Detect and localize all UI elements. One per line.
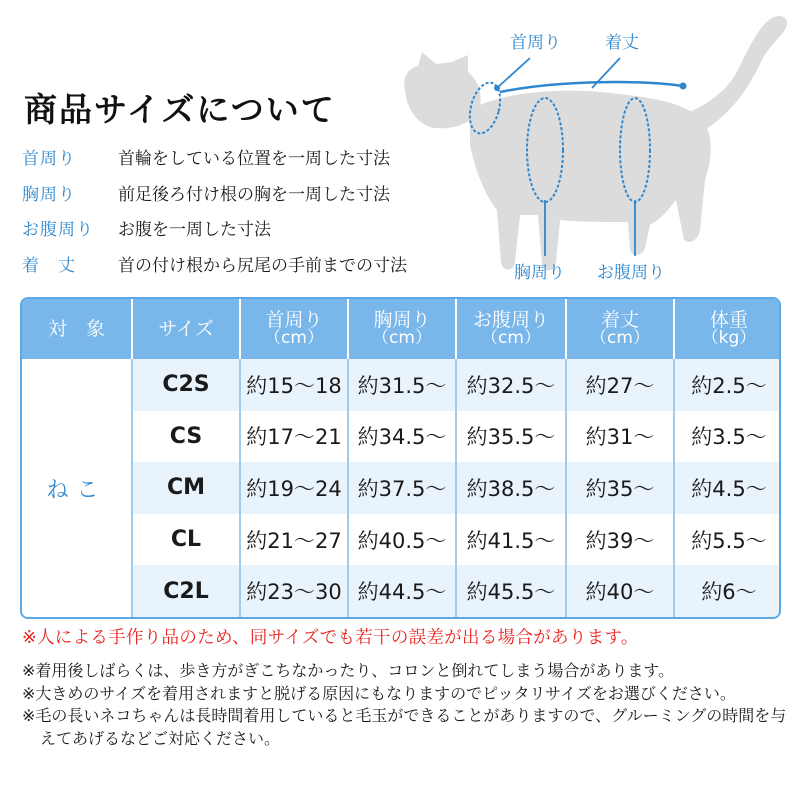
length-cell: 約35〜 <box>566 462 674 514</box>
chest-cell: 約40.5〜 <box>348 514 456 566</box>
size-cell: CS <box>132 411 240 463</box>
table-row <box>22 514 781 566</box>
header-target: 対 象 <box>22 299 132 359</box>
length-cell: 約39〜 <box>566 514 674 566</box>
weight-cell: 約4.5〜 <box>674 462 781 514</box>
definition-item <box>22 215 492 251</box>
target-cell: ねこ <box>22 359 132 617</box>
definition-term: 首周り <box>22 149 76 169</box>
note-item: ※着用後しばらくは、歩き方がぎこちなかったり、コロンと倒れてしまう場合があります。 <box>22 661 675 680</box>
size-table <box>20 297 781 619</box>
belly-cell: 約35.5〜 <box>456 411 566 463</box>
header-weight: 体重 （kg） <box>674 299 781 359</box>
table-header-row <box>22 299 781 359</box>
diagram-label-neck: 首周り <box>510 33 561 53</box>
size-cell: C2S <box>132 359 240 411</box>
weight-cell: 約2.5〜 <box>674 359 781 411</box>
diagram-label-length: 着丈 <box>605 33 639 53</box>
length-cell: 約31〜 <box>566 411 674 463</box>
neck-cell: 約17〜21 <box>240 411 348 463</box>
neck-cell: 約15〜18 <box>240 359 348 411</box>
definition-desc: 前足後ろ付け根の胸を一周した寸法 <box>118 184 390 205</box>
definition-term: 着 丈 <box>22 255 76 276</box>
header-chest: 胸周り （cm） <box>348 299 456 359</box>
table-row <box>22 411 781 463</box>
diagram-label-chest: 胸周り <box>514 263 565 283</box>
belly-cell: 約32.5〜 <box>456 359 566 411</box>
size-cell: C2L <box>132 565 240 617</box>
table-row <box>22 462 781 514</box>
definition-item <box>22 251 492 287</box>
table-row <box>22 565 781 617</box>
belly-cell: 約45.5〜 <box>456 565 566 617</box>
belly-cell: 約38.5〜 <box>456 462 566 514</box>
size-cell: CL <box>132 514 240 566</box>
note-item: ※大きめのサイズを着用されますと脱げる原因にもなりますのでピッタリサイズをお選びください。 <box>22 683 736 703</box>
definition-item <box>22 144 492 180</box>
belly-cell: 約41.5〜 <box>456 514 566 566</box>
definition-desc: 首輪をしている位置を一周した寸法 <box>118 149 390 169</box>
definition-desc: 首の付け根から尻尾の手前までの寸法 <box>118 255 407 276</box>
header-size: サイズ <box>132 299 240 359</box>
notes-list <box>22 660 792 750</box>
chest-cell: 約44.5〜 <box>348 565 456 617</box>
page-title: 商品サイズについて <box>24 90 336 129</box>
header-neck: 首周り （cm） <box>240 299 348 359</box>
definition-term: 胸周り <box>22 184 76 205</box>
diagram-label-belly: お腹周り <box>597 263 665 283</box>
header-belly: お腹周り （cm） <box>456 299 566 359</box>
definition-term: お腹周り <box>22 220 94 240</box>
length-cell: 約27〜 <box>566 359 674 411</box>
neck-cell: 約23〜30 <box>240 565 348 617</box>
neck-cell: 約21〜27 <box>240 514 348 566</box>
note-item: ※毛の長いネコちゃんは長時間着用していると毛玉ができることがありますので、グルーミングの時間を与えてあげるなどご対応ください。 <box>22 706 787 748</box>
weight-cell: 約3.5〜 <box>674 411 781 463</box>
chest-cell: 約34.5〜 <box>348 411 456 463</box>
chest-cell: 約31.5〜 <box>348 359 456 411</box>
weight-cell: 約6〜 <box>674 565 781 617</box>
weight-cell: 約5.5〜 <box>674 514 781 566</box>
table-row <box>22 359 781 411</box>
header-length: 着丈 （cm） <box>566 299 674 359</box>
size-cell: CM <box>132 462 240 514</box>
chest-cell: 約37.5〜 <box>348 462 456 514</box>
neck-cell: 約19〜24 <box>240 462 348 514</box>
definition-item <box>22 180 492 216</box>
definition-desc: お腹を一周した寸法 <box>118 220 271 240</box>
length-cell: 約40〜 <box>566 565 674 617</box>
definition-list <box>22 144 492 286</box>
warning-note: ※人による手作り品のため、同サイズでも若干の誤差が出る場合があります。 <box>22 628 639 648</box>
